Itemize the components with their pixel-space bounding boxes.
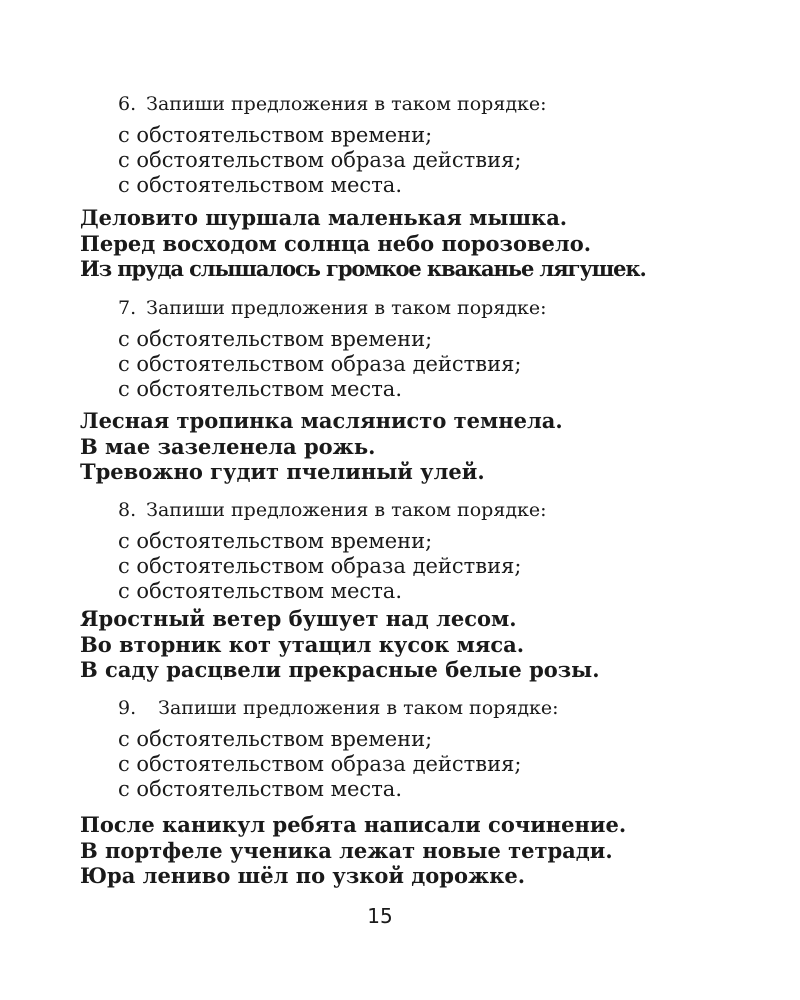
condition-list <box>118 529 521 604</box>
condition-item: с обстоятельством времени; <box>118 727 433 751</box>
exercise-header <box>118 92 547 116</box>
sentence: В саду расцвели прекрасные белые розы. <box>80 657 600 682</box>
condition-item: с обстоятельством времени; <box>118 529 433 553</box>
condition-item: с обстоятельством образа действия; <box>118 752 522 776</box>
exercise-instruction: Запиши предложения в таком порядке: <box>146 297 547 319</box>
sentence: Тревожно гудит пчелиный улей. <box>80 459 485 484</box>
condition-item: с обстоятельством образа действия; <box>118 554 522 578</box>
exercise-instruction: Запиши предложения в таком порядке: <box>158 697 559 719</box>
condition-item: с обстоятельством места. <box>118 173 403 197</box>
sentence: Деловито шуршала маленькая мышка. <box>80 205 568 230</box>
exercise-number: 6. <box>118 93 137 115</box>
sentence: Юра лениво шёл по узкой дорожке. <box>80 863 526 888</box>
sentence-list <box>80 408 563 485</box>
exercise-number: 7. <box>118 297 137 319</box>
sentence: Перед восходом солнца небо порозовело. <box>80 230 592 256</box>
exercise-header <box>118 696 559 720</box>
condition-item: с обстоятельством образа действия; <box>118 148 522 172</box>
exercise-header <box>118 296 547 320</box>
exercise-instruction: Запиши предложения в таком порядке: <box>146 499 547 521</box>
sentence: Яростный ветер бушует над лесом. <box>80 606 517 631</box>
condition-item: с обстоятельством времени; <box>118 123 433 147</box>
condition-item: с обстоятельством места. <box>118 377 403 401</box>
condition-item: с обстоятельством образа действия; <box>118 352 522 376</box>
sentence-list <box>80 205 646 282</box>
condition-item: с обстоятельством места. <box>118 777 403 801</box>
exercise-header <box>118 498 547 522</box>
sentence: Лесная тропинка маслянисто темнела. <box>80 408 563 433</box>
condition-list <box>118 727 521 802</box>
condition-item: с обстоятельством места. <box>118 579 403 603</box>
condition-list <box>118 123 521 198</box>
sentence: Во вторник кот утащил кусок мяса. <box>80 631 525 657</box>
exercise-instruction: Запиши предложения в таком порядке: <box>146 93 547 115</box>
condition-item: с обстоятельством времени; <box>118 327 433 351</box>
page-number: 15 <box>367 904 393 928</box>
sentence-list <box>80 606 600 683</box>
sentence: В мае зазеленела рожь. <box>80 433 376 459</box>
sentence: Из пруда слышалось громкое кваканье лягушек. <box>80 256 646 281</box>
condition-list <box>118 327 521 402</box>
exercise-number: 9. <box>118 697 137 719</box>
sentence: После каникул ребята написали сочинение. <box>80 812 627 837</box>
sentence: В портфеле ученика лежат новые тетради. <box>80 837 613 863</box>
sentence-list <box>80 812 626 889</box>
exercise-number: 8. <box>118 499 137 521</box>
